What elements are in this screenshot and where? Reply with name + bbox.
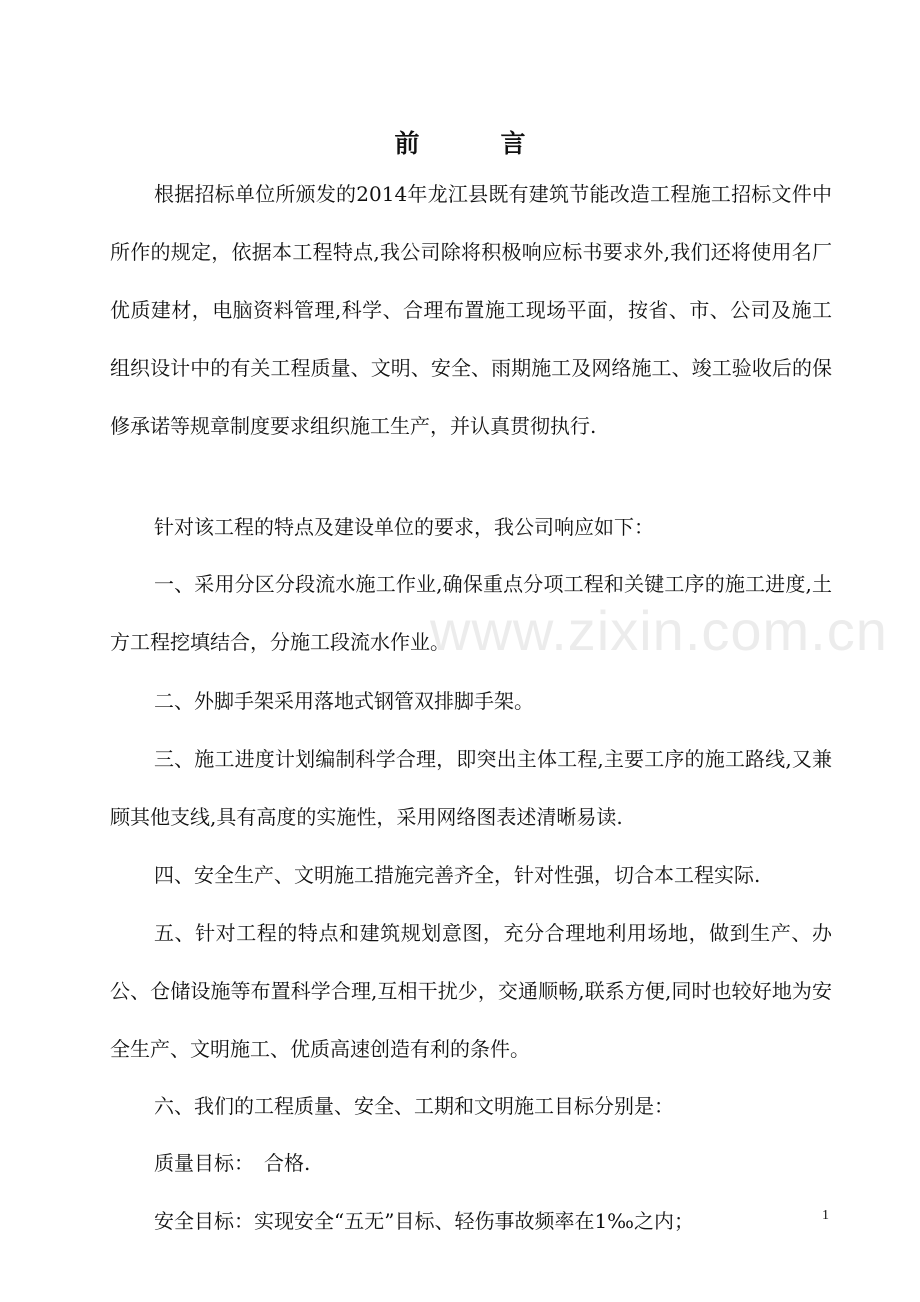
page-title: 前 言: [394, 129, 554, 158]
paragraph-item-6: 六、我们的工程质量、安全、工期和文明施工目标分别是：: [154, 1094, 674, 1118]
paragraph-item-3: 三、施工进度计划编制科学合理，即突出主体工程,主要工序的施工路线,又兼顾其他支线,具有高度的实施性，采用网络图表述清晰易读.: [110, 747, 832, 829]
paragraph-response: 针对该工程的特点及建设单位的要求，我公司响应如下：: [154, 515, 654, 539]
page-number: 1: [822, 1208, 829, 1223]
paragraph-item-4: 四、安全生产、文明施工措施完善齐全，针对性强，切合本工程实际.: [154, 863, 761, 887]
watermark: www.zixin.com.cn: [430, 599, 888, 662]
paragraph-quality-goal: 质量目标： 合格.: [154, 1151, 311, 1175]
paragraph-safety-goal: 安全目标：实现安全“五无”目标、轻伤事故频率在1‰之内；: [154, 1209, 695, 1233]
paragraph-item-5: 五、针对工程的特点和建筑规划意图，充分合理地利用场地，做到生产、办公、仓储设施等布置科学合理,互相干扰少，交通顺畅,联系方便,同时也较好地为安全生产、文明施工、优质高速创造有利的条件。: [110, 921, 832, 1061]
paragraph-item-1: 一、采用分区分段流水施工作业,确保重点分项工程和关键工序的施工进度,土方工程挖填结合，分施工段流水作业。: [110, 572, 832, 654]
paragraph-item-2: 二、外脚手架采用落地式钢管双排脚手架。: [154, 689, 534, 713]
paragraph-intro: 根据招标单位所颁发的2014年龙江县既有建筑节能改造工程施工招标文件中所作的规定，依据本工程特点,我公司除将积极响应标书要求外,我们还将使用名厂优质建材，电脑资料管理,科学、合理布置施工现场平面，按省、市、公司及施工组织设计中的有关工程质量、文明、安全、雨期施工及网络施工、竣工验收后的保修承诺等规章制度要求组织施工生产，并认真贯彻执行.: [110, 182, 832, 438]
